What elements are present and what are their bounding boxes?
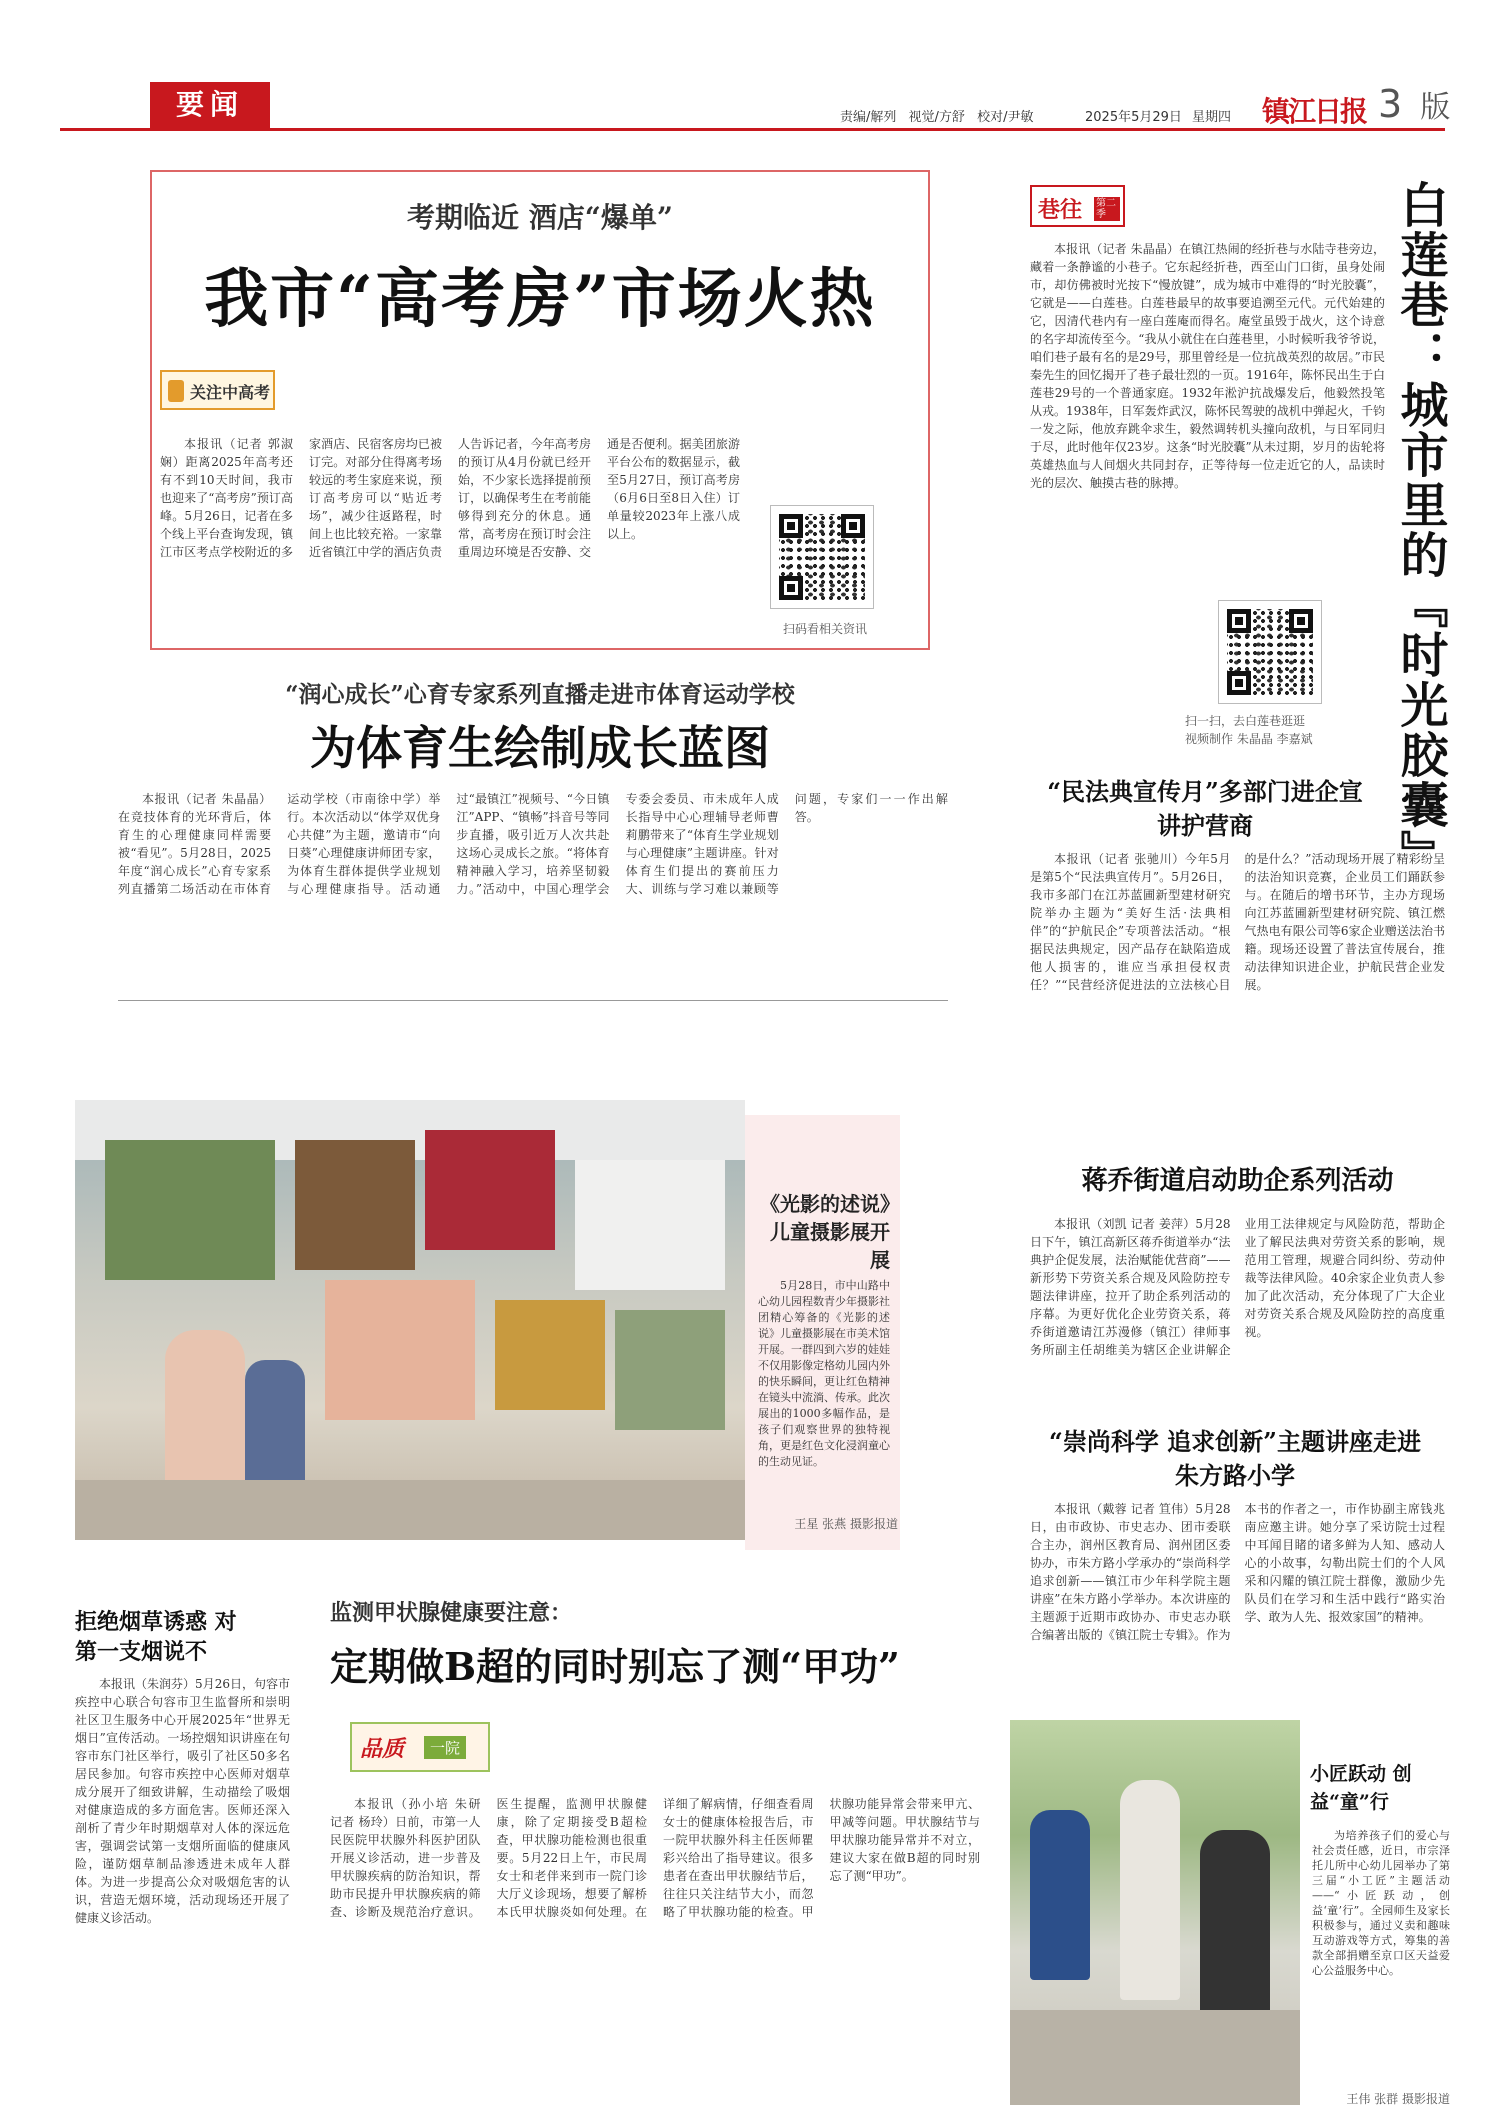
alley-tag-label: 巷往 <box>1038 197 1083 223</box>
exhibit-body <box>758 1278 890 1503</box>
article-hotel-title: 我市“高考房”市场火热 <box>204 262 876 337</box>
craft-credit: 王伟 张群 摄影报道 <box>1346 2092 1450 2106</box>
article-science-title: “崇尚科学 追求创新”主题讲座走进朱方路小学 <box>1049 1427 1421 1490</box>
qr-code[interactable] <box>770 505 874 609</box>
article-thyroid-title: 定期做B超的同时别忘了测“甲功” <box>330 1644 900 1689</box>
article-hotel-text: 本报讯（记者 郭淑娴）距离2025年高考还有不到10天时间，我市也迎来了“高考房”预订高峰。5月26日，记者在多个线上平台查询发现，镇江市区考点学校附近的多家酒店、民宿客房均已被订完。对部分住得离考场较远的考生家庭来说，预订高考房可以“贴近考场”，减少往返路程，时间上也比较充裕。一家靠近省镇江中学的酒店负责人告诉记者，今年高考房的预订从4月份就已经开始，不少家长选择提前预订，以确保考生在考前能够得到充分的休息。通常，高考房在预订时会注重周边环境是否安静、交通是否便利。据美团旅游平台公布的数据显示，截至5月27日，预订高考房（6月6日至8日入住）订单量较2023年上涨八成以上。 <box>160 437 740 559</box>
editor-credit: 责编/解列 <box>840 110 897 125</box>
article-hotel-kicker: 考期临近 酒店“爆单” <box>407 201 673 234</box>
article-smoke-text: 本报讯（朱润芬）5月26日，句容市疾控中心联合句容市卫生监督所和崇明社区卫生服务中心开展2025年“世界无烟日”宣传活动。一场控烟知识讲座在句容市东门社区举行，吸引了社区50多名居民参加。句容市疾控中心医师对烟草成分展开了细致讲解，生动描绘了吸烟对健康造成的多方面危害。医师还深入剖析了青少年时期烟草对人体的深远危害，强调尝试第一支烟所面临的健康风险，谨防烟草制品渗透进未成年人群体。为进一步提高公众对吸烟危害的认识，营造无烟环境，活动现场还开展了健康义诊活动。 <box>75 1677 290 1925</box>
article-jiangqiao-title: 蒋乔街道启动助企系列活动 <box>1081 1166 1394 1196</box>
focus-badge <box>160 370 275 410</box>
section-tag: 要闻 <box>150 82 270 128</box>
divider <box>118 1000 948 1001</box>
alley-tag-sub: 第二季 <box>1094 197 1120 221</box>
article-hotel-body <box>160 435 740 635</box>
visual-credit: 视觉/方舒 <box>908 110 965 125</box>
craft-body <box>1312 1828 1450 2083</box>
page-unit: 版 <box>1420 90 1451 125</box>
issue-date <box>1085 106 1231 125</box>
alley-qr-code[interactable] <box>1218 600 1322 704</box>
header-rule <box>60 128 1445 131</box>
date-text: 2025年5月29日 <box>1085 110 1182 125</box>
exhibit-photo <box>75 1100 745 1540</box>
proof-credit: 校对/尹敏 <box>977 110 1034 125</box>
alley-tag <box>1030 185 1125 227</box>
article-alley-body <box>1030 240 1385 750</box>
craft-title: 小匠跃动 创益“童”行 <box>1310 1763 1412 1813</box>
article-jiangqiao-text: 本报讯（刘凯 记者 姜萍）5月28日下午，镇江高新区蒋乔街道举办“法典护企促发展，法治赋能优营商”——新形势下劳资关系合规及风险防控专题法律讲座，拉开了助企系列活动的序幕。为更好优化企业劳资关系，蒋乔街道邀请江苏漫修（镇江）律师事务所副主任胡维美为辖区企业讲解企业用工法律规定与风险防范，帮助企业了解民法典对劳资关系的影响，规范用工管理，规避合同纠纷、劳动仲裁等法律风险。40余家企业负责人参加了此次活动，充分体现了广大企业对劳资关系合规及风险防控的高度重视。 <box>1030 1217 1445 1357</box>
craft-text: 为培养孩子们的爱心与社会责任感，近日，市宗泽托儿所中心幼儿园举办了第三届“小工匠”主题活动——“小匠跃动，创益‘童’行”。全园师生及家长积极参与，通过义卖和趣味互动游戏等方式，筹集的善款全部捐赠至京口区天益爱心公益服务中心。 <box>1312 1829 1450 1977</box>
page-number <box>1378 82 1450 126</box>
exhibit-credit: 王星 张燕 摄影报道 <box>794 1517 898 1531</box>
article-thyroid-body <box>330 1795 980 2095</box>
article-sports-text: 本报讯（记者 朱晶晶）在竞技体育的光环背后，体育生的心理健康同样需要被“看见”。5月28日，2025年度“润心成长”心育专家系列直播第二场活动在市体育运动学校（市南徐中学）举行。本次活动以“体学双优身心共健”为主题，邀请市“向日葵”心理健康讲师团专家，为体育生群体提供学业规划与心理健康指导。活动通过“最镇江”视频号、“今日镇江”APP、“镇畅”抖音号等同步直播，吸引近万人次共赴这场心灵成长之旅。“将体育精神融入学习，培养坚韧毅力。”活动中，中国心理学会专委会委员、市未成年人成长指导中心心理辅导老师曹莉鹏带来了“体育生学业规划与心理健康”主题讲座。针对体育生们提出的赛前压力大、训练与学习难以兼顾等问题，专家们一一作出解答。 <box>118 792 948 896</box>
paper-name: 镇江日报 <box>1262 95 1367 128</box>
article-alley-title: 白莲巷：城市里的『时光胶囊』 <box>1392 180 1448 880</box>
article-jiangqiao-body <box>1030 1215 1445 1410</box>
article-sports-body <box>118 790 948 980</box>
alley-qr-caption: 扫一扫，去白莲巷逛逛 <box>1185 714 1306 728</box>
article-smoke-title: 拒绝烟草诱惑 对第一支烟说不 <box>75 1609 237 1665</box>
craft-photo <box>1010 1720 1300 2105</box>
quality-badge-sub: 一院 <box>424 1736 466 1759</box>
article-civilcode-body <box>1030 850 1445 1180</box>
exhibit-title: 《光影的述说》儿童摄影展开展 <box>760 1192 890 1272</box>
alley-credit: 视频制作 朱晶晶 李嘉斌 <box>1185 732 1313 746</box>
quality-badge <box>350 1722 490 1772</box>
quality-badge-label: 品质 <box>360 1736 405 1762</box>
article-alley-text: 本报讯（记者 朱晶晶）在镇江热闹的经折巷与水陆寺巷旁边，藏着一条静谧的小巷子。它东起经折巷，西至山门口街，虽身处闹市，却仿佛被时光按下“慢放键”，成为城市中难得的“时光胶囊”，它就是——白莲巷。白莲巷最早的故事要追溯至元代。元代始建的它，因清代巷内有一座白莲庵而得名。庵堂虽毁于战火，这个诗意的名字却流传至今。“我从小就住在白莲巷里，小时候听我爷爷说，咱们巷子最有名的是29号，那里曾经是一位抗战英烈的故居。”市民秦先生的回忆揭开了巷子最壮烈的一页。1916年，陈怀民出生于白莲巷29号的一个普通家庭。1932年淞沪抗战爆发后，他毅然投笔从戎。1938年，日军轰炸武汉，陈怀民驾驶的战机中弹起火，千钧一发之际，他放弃跳伞求生，毅然调转机头撞向敌机，与日军同归于尽，此时他年仅23岁。这条“时光胶囊”从未过期，岁月的齿轮将英雄热血与人间烟火共同封存，正等待每一位走近它的人，品读时光的层次、触摸古巷的脉搏。 <box>1030 242 1385 490</box>
article-civilcode-title: “民法典宣传月”多部门进企宣讲护营商 <box>1047 777 1363 840</box>
article-thyroid-kicker: 监测甲状腺健康要注意： <box>330 1600 573 1626</box>
article-civilcode-text: 本报讯（记者 张驰川）今年5月是第5个“民法典宣传月”。5月26日，我市多部门在江苏蓝圃新型建材研究院举办主题为“美好生活·法典相伴”的“护航民企”专项普法活动。“根据民法典规定，因产品存在缺陷造成他人损害的，谁应当承担侵权责任？”“民营经济促进法的立法核心目的是什么？”活动现场开展了精彩纷呈的法治知识竞赛，企业员工们踊跃参与。在随后的增书环节，主办方现场向江苏蓝圃新型建材研究院、镇江燃气热电有限公司等6家企业赠送法治书籍。现场还设置了普法宣传展台，推动法律知识进企业，护航民营企业发展。 <box>1030 852 1445 992</box>
article-thyroid-text: 本报讯（孙小培 朱研 记者 杨玲）日前，市第一人民医院甲状腺外科医护团队开展义诊活动，进一步普及甲状腺疾病的防治知识，帮助市民提升甲状腺疾病的筛查、诊断及规范治疗意识。医生提醒，监测甲状腺健康，除了定期接受B超检查，甲状腺功能检测也很重要。5月22日上午，市民周女士和老伴来到市一院门诊大厅义诊现场，想要了解桥本氏甲状腺炎如何处理。在详细了解病情，仔细查看周女士的健康体检报告后，市一院甲状腺外科主任医师瞿彩兴给出了指导建议。很多患者在查出甲状腺结节后，往往只关注结节大小，而忽略了甲状腺功能的检查。甲状腺功能异常会带来甲亢、甲减等问题。甲状腺结节与甲状腺功能异常并不对立，建议大家在做B超的同时别忘了测“甲功”。 <box>330 1797 980 1919</box>
qr-caption: 扫码看相关资讯 <box>782 622 867 636</box>
weekday-text: 星期四 <box>1192 110 1232 125</box>
badge-icon <box>168 380 184 402</box>
page-number-value: 3 <box>1378 82 1403 126</box>
article-smoke-body <box>75 1675 290 2095</box>
article-science-body <box>1030 1500 1445 1680</box>
badge-label: 关注中高考 <box>190 383 271 402</box>
article-sports-kicker: “润心成长”心育专家系列直播走进市体育运动学校 <box>285 681 795 708</box>
exhibit-text: 5月28日，市中山路中心幼儿园程数青少年摄影社团精心筹备的《光影的述说》儿童摄影展在市美术馆开展。一群四到六岁的娃娃不仅用影像定格幼儿园内外的快乐瞬间，更让红色精神在镜头中流淌、传承。此次展出的1000多幅作品，是孩子们观察世界的独特视角，更是红色文化浸润童心的生动见证。 <box>758 1279 890 1468</box>
article-science-text: 本报讯（戴蓉 记者 笪伟）5月28日，由市政协、市史志办、团市委联合主办，润州区教育局、润州团区委协办，市朱方路小学承办的“崇尚科学 追求创新——镇江市少年科学院主题讲座”在朱方路小学举办。本次讲座的主题源于近期市政协办、市史志办联合编著出版的《镇江院士专辑》。作为本书的作者之一，市作协副主席钱兆南应邀主讲。她分享了采访院士过程中耳闻目睹的诸多鲜为人知、感动人心的小故事，勾勒出院士们的个人风采和闪耀的镇江院士群像，激励少先队员们在学习和生活中践行“路实治学、敢为人先、报效家国”的精神。 <box>1030 1502 1445 1642</box>
article-sports-title: 为体育生绘制成长蓝图 <box>310 721 770 775</box>
